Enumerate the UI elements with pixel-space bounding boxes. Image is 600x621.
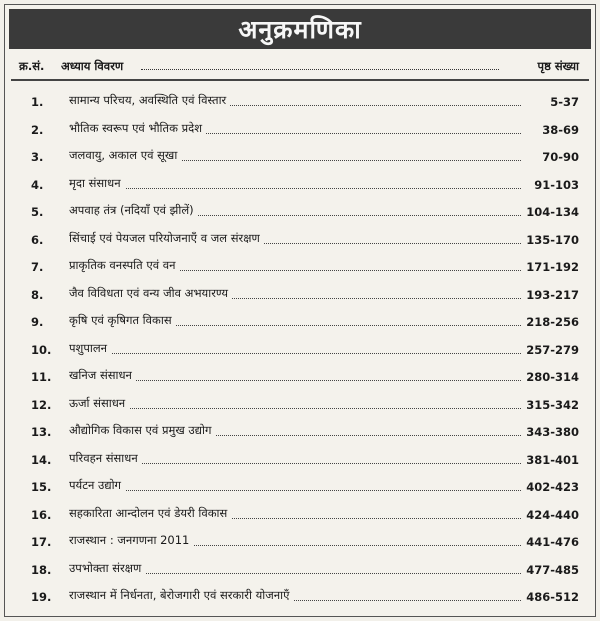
toc-row xyxy=(11,142,589,170)
toc-row xyxy=(11,582,589,610)
toc-row-number: 11. xyxy=(31,370,52,384)
toc-row xyxy=(11,307,589,335)
toc-row xyxy=(11,252,589,280)
toc-chapter-title: राजस्थान : जनगणना 2011 xyxy=(69,533,193,547)
toc-row-number: 9. xyxy=(31,315,44,329)
toc-row-number: 3. xyxy=(31,150,44,164)
toc-row-number: 13. xyxy=(31,425,52,439)
toc-chapter-title: सामान्य परिचय, अवस्थिति एवं विस्तार xyxy=(69,93,230,107)
toc-row xyxy=(11,362,589,390)
toc-leader-dots xyxy=(69,490,521,491)
toc-page-range: 193-217 xyxy=(526,287,579,302)
toc-page-range: 70-90 xyxy=(542,150,579,164)
toc-row xyxy=(11,335,589,363)
toc-row-number: 7. xyxy=(31,260,44,274)
toc-row xyxy=(11,225,589,253)
toc-chapter-title: अपवाह तंत्र (नदियाँ एवं झीलें) xyxy=(69,203,198,217)
toc-row xyxy=(11,87,589,115)
toc-page-range: 257-279 xyxy=(526,342,579,357)
toc-chapter-title: सिंचाई एवं पेयजल परियोजनाएँ व जल संरक्षण xyxy=(69,231,264,245)
toc-leader-dots xyxy=(69,380,521,381)
header-page: पृष्ठ संख्या xyxy=(537,59,579,73)
toc-page-range: 38-69 xyxy=(542,122,579,137)
toc-row xyxy=(11,170,589,198)
toc-leader-dots xyxy=(69,353,521,354)
toc-row-number: 6. xyxy=(31,232,44,247)
toc-chapter-title: उपभोक्ता संरक्षण xyxy=(69,561,145,575)
toc-chapter-title: राजस्थान में निर्धनता, बेरोजगारी एवं सरकारी योजनाएँ xyxy=(69,588,294,602)
toc-row xyxy=(11,197,589,225)
toc-chapter-title: औद्योगिक विकास एवं प्रमुख उद्योग xyxy=(69,423,215,437)
header-serial: क्र.सं. xyxy=(19,59,45,73)
header-chapter: अध्याय विवरण xyxy=(61,59,124,73)
toc-row-number: 12. xyxy=(31,397,52,412)
toc-leader-dots xyxy=(69,408,521,409)
toc-chapter-title: जैव विविधता एवं वन्य जीव अभयारण्य xyxy=(69,286,232,300)
toc-page-range: 343-380 xyxy=(526,425,579,439)
toc-list xyxy=(11,87,589,610)
toc-row-number: 19. xyxy=(31,590,52,604)
toc-row-number: 2. xyxy=(31,122,44,137)
toc-chapter-title: मृदा संसाधन xyxy=(69,176,125,190)
toc-chapter-title: खनिज संसाधन xyxy=(69,368,136,382)
toc-row xyxy=(11,115,589,143)
toc-chapter-title: पशुपालन xyxy=(69,341,111,355)
toc-chapter-title: परिवहन संसाधन xyxy=(69,451,142,465)
toc-page-range: 104-134 xyxy=(526,205,579,219)
toc-page-range: 424-440 xyxy=(526,507,579,522)
toc-page-range: 171-192 xyxy=(526,260,579,274)
toc-row xyxy=(11,417,589,445)
toc-page-range: 218-256 xyxy=(526,315,579,329)
toc-row-number: 4. xyxy=(31,177,44,192)
toc-row-number: 14. xyxy=(31,452,52,467)
toc-row-number: 15. xyxy=(31,480,52,494)
toc-row xyxy=(11,280,589,308)
toc-row xyxy=(11,527,589,555)
toc-page-range: 477-485 xyxy=(526,562,579,577)
toc-chapter-title: भौतिक स्वरूप एवं भौतिक प्रदेश xyxy=(69,121,206,135)
toc-row xyxy=(11,555,589,583)
toc-page-range: 91-103 xyxy=(534,177,579,192)
index-page xyxy=(4,4,596,617)
toc-row-number: 16. xyxy=(31,507,52,522)
toc-row-number: 1. xyxy=(31,95,44,109)
toc-page-range: 5-37 xyxy=(550,95,579,109)
toc-page-range: 441-476 xyxy=(526,535,579,549)
header-leader-dots xyxy=(141,69,499,70)
toc-page-range: 486-512 xyxy=(526,590,579,604)
toc-page-range: 315-342 xyxy=(526,397,579,412)
toc-row-number: 8. xyxy=(31,287,44,302)
toc-row xyxy=(11,445,589,473)
toc-page-range: 135-170 xyxy=(526,232,579,247)
toc-chapter-title: कृषि एवं कृषिगत विकास xyxy=(69,313,176,327)
toc-chapter-title: जलवायु, अकाल एवं सूखा xyxy=(69,148,181,162)
toc-chapter-title: ऊर्जा संसाधन xyxy=(69,396,129,410)
toc-row xyxy=(11,390,589,418)
toc-row-number: 18. xyxy=(31,562,52,577)
toc-page-range: 381-401 xyxy=(526,452,579,467)
toc-row-number: 5. xyxy=(31,205,44,219)
header-divider xyxy=(11,79,589,81)
toc-chapter-title: सहकारिता आन्दोलन एवं डेयरी विकास xyxy=(69,506,231,520)
toc-row xyxy=(11,472,589,500)
toc-leader-dots xyxy=(69,188,521,189)
toc-row-number: 17. xyxy=(31,535,52,549)
page-title: अनुक्रमणिका xyxy=(9,9,591,49)
table-header xyxy=(11,57,589,75)
toc-chapter-title: प्राकृतिक वनस्पति एवं वन xyxy=(69,258,180,272)
toc-page-range: 280-314 xyxy=(526,370,579,384)
toc-row xyxy=(11,500,589,528)
toc-chapter-title: पर्यटन उद्योग xyxy=(69,478,125,492)
toc-row-number: 10. xyxy=(31,342,52,357)
toc-page-range: 402-423 xyxy=(526,480,579,494)
